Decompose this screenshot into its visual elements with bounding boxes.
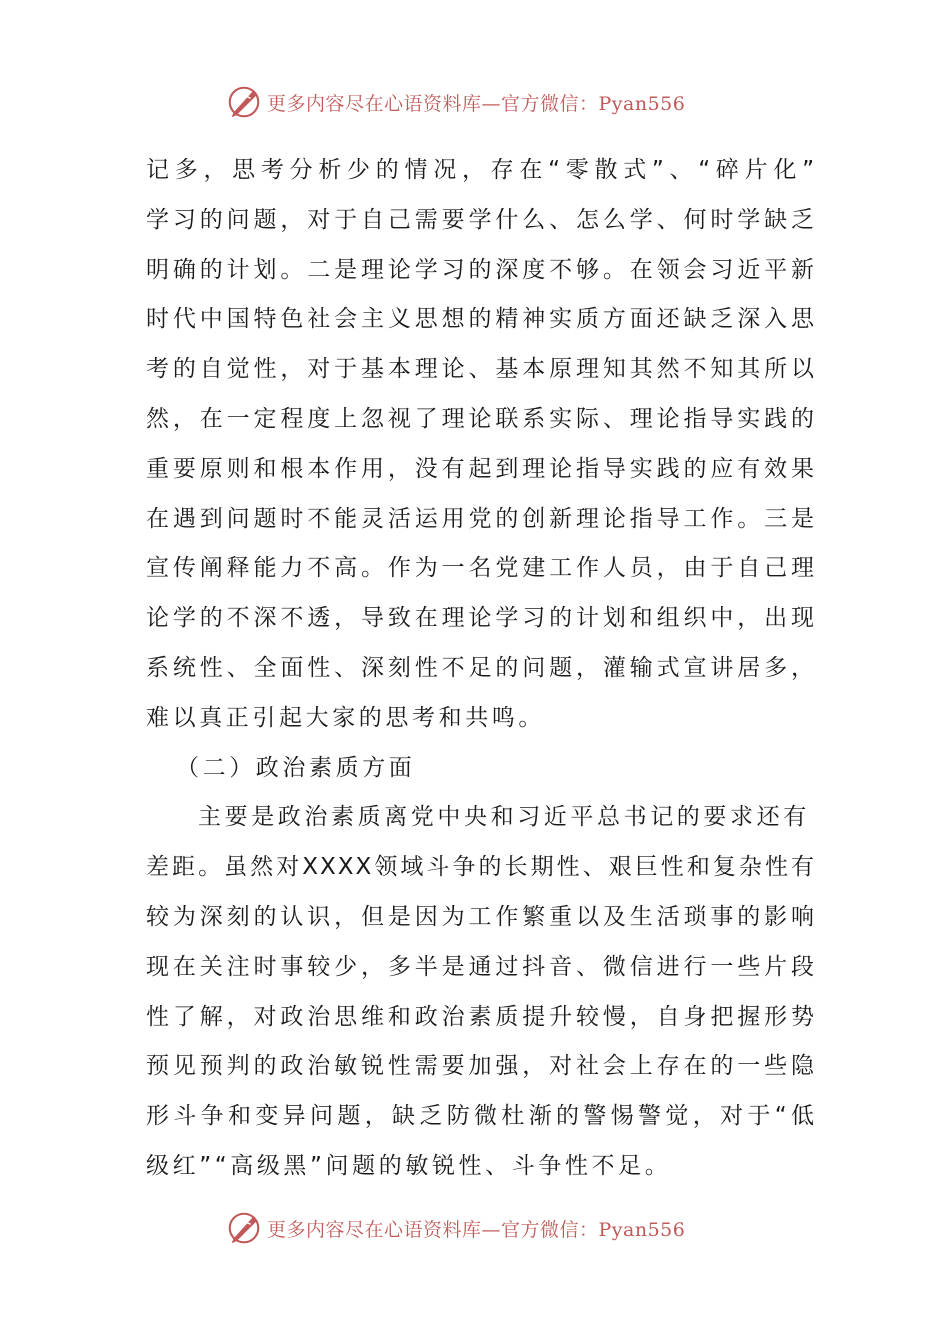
body-line: 形斗争和变异问题，缺乏防微杜渐的警惕警觉，对于“低: [146, 1103, 816, 1130]
pen-logo-icon: [225, 1209, 263, 1247]
body-line: 现在关注时事较少，多半是通过抖音、微信进行一些片段: [146, 953, 816, 980]
footer-banner-text: 更多内容尽在心语资料库—官方微信：Pyan556: [267, 1218, 686, 1241]
header-banner: [225, 82, 745, 122]
body-line: 记多，思考分析少的情况，存在“零散式”、“碎片化”: [146, 157, 816, 183]
body-line: 难以真正引起大家的思考和共鸣。: [146, 704, 545, 731]
pen-logo-icon: [225, 83, 263, 121]
body-line: 然，在一定程度上忽视了理论联系实际、理论指导实践的: [146, 405, 816, 432]
body-line: 论学的不深不透，导致在理论学习的计划和组织中，出现: [146, 605, 816, 632]
body-line: 差距。虽然对XXXX领域斗争的长期性、艰巨性和复杂性有: [146, 854, 816, 881]
body-line: 性了解，对政治思维和政治素质提升较慢，自身把握形势: [146, 1003, 816, 1030]
body-line: 较为深刻的认识，但是因为工作繁重以及生活琐事的影响: [146, 903, 816, 930]
document-body: [146, 146, 816, 1192]
body-line: 系统性、全面性、深刻性不足的问题，灌输式宣讲居多，: [146, 654, 816, 681]
body-line: 学习的问题，对于自己需要学什么、怎么学、何时学缺乏: [146, 206, 816, 233]
footer-banner: [225, 1208, 745, 1248]
body-line: 宣传阐释能力不高。作为一名党建工作人员，由于自己理: [146, 555, 816, 582]
body-line: 主要是政治素质离党中央和习近平总书记的要求还有: [198, 804, 810, 831]
body-line: 明确的计划。二是理论学习的深度不够。在领会习近平新: [146, 256, 816, 283]
body-line: 重要原则和根本作用，没有起到理论指导实践的应有效果: [146, 455, 816, 482]
body-line: 考的自觉性，对于基本理论、基本原理知其然不知其所以: [146, 356, 816, 383]
section-heading: （二）政治素质方面: [176, 754, 416, 781]
body-line: 时代中国特色社会主义思想的精神实质方面还缺乏深入思: [146, 306, 816, 333]
body-line: 在遇到问题时不能灵活运用党的创新理论指导工作。三是: [146, 505, 816, 532]
header-banner-text: 更多内容尽在心语资料库—官方微信：Pyan556: [267, 92, 686, 115]
body-line: 预见预判的政治敏锐性需要加强，对社会上存在的一些隐: [146, 1053, 816, 1080]
body-line: 级红”“高级黑”问题的敏锐性、斗争性不足。: [146, 1152, 672, 1179]
